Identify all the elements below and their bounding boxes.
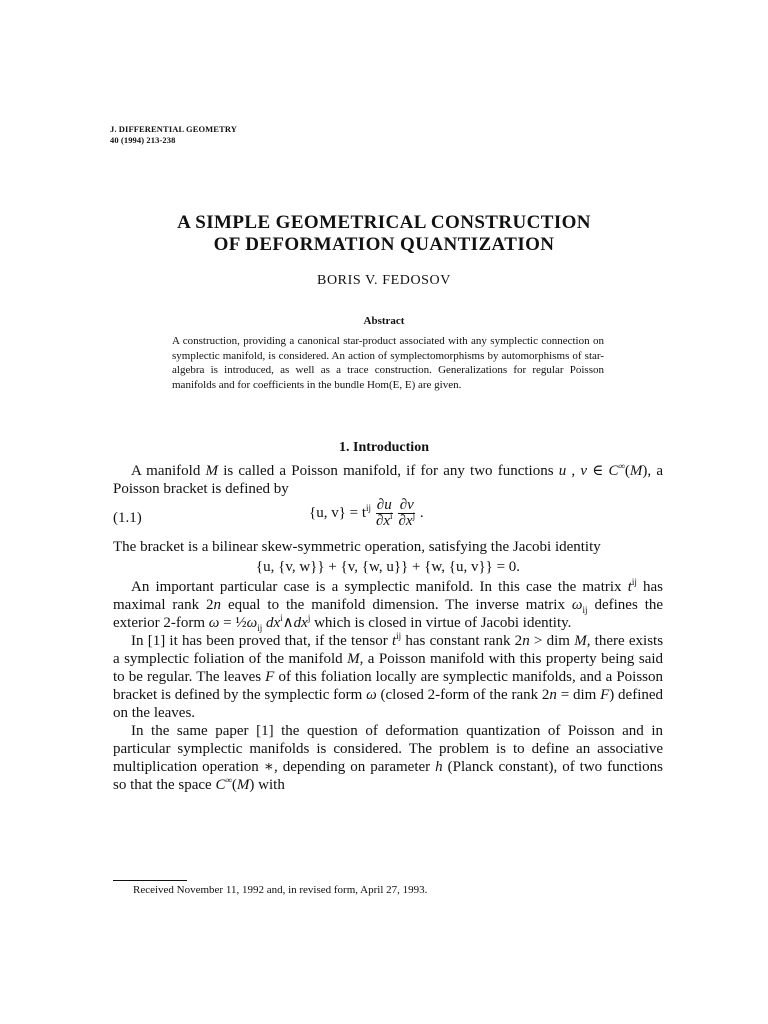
paper-title (0, 212, 768, 256)
paragraph-5: In the same paper [1] the question of deformation quantization of Poisson and in particular symplectic manifolds is considered. The problem is to define an associative multiplication operation ∗, depending on parameter h (Planck constant), of two functions so that the space C∞(M) with (113, 723, 663, 793)
equation-body: {u, $v\} = t^{ij}$ $\frac{\partial u}{\partial x^i}$ $\frac{\partial v}{\partial x^j}$ . (309, 497, 424, 529)
footnote: Received November 11, 1992 and, in revised form, April 27, 1993. (133, 884, 428, 896)
abstract-body (172, 334, 604, 392)
journal-citation: 40 (1994) 213-238 (110, 135, 176, 145)
jacobi-identity: {u, {v, w}} + {v, {w, u}} + {w, {u, v}} = 0. (255, 559, 521, 575)
journal-name: J. DIFFERENTIAL GEOMETRY (110, 124, 238, 134)
paragraph-1: A manifold M is called a Poisson manifold, if for any two functions u , v ∈ C∞(M), a Poisson bracket is defined by (113, 461, 664, 497)
paragraph-4: In [1] it has been proved that, if the tensor $t^{ij}$ has constant rank 2n > dim M, there exists a symplectic foliation of the manifold M, a Poisson manifold with this property being said to be regular. The leaves F of this foliation locally are symplectic manifolds, and a Poisson bracket is defined by the symplectic form ω (closed 2-form of the rank 2n = dim F) defined on the leaves. (113, 631, 664, 721)
title-line-1: A SIMPLE GEOMETRICAL CONSTRUCTION (177, 212, 591, 233)
equation-number: (1.1) (113, 510, 142, 526)
abstract-heading: Abstract (363, 315, 405, 327)
paragraph-3: An important particular case is a symplectic manifold. In this case the matrix $t^{ij}$ has maximal rank 2n equal to the manifold dimension. The inverse matrix $\omega_{ij}$ defines the exterior 2-form $\omega = \frac{1}{2}\omega_{ij}$ $dx^i\wedge dx^j$ which is closed in virtue of Jacobi identity. (113, 577, 664, 633)
equation-1-1 (113, 498, 663, 538)
author: BORIS V. FEDOSOV (317, 273, 451, 288)
title-line-2: OF DEFORMATION QUANTIZATION (213, 234, 555, 255)
section-heading: 1. Introduction (339, 440, 429, 455)
journal-header (110, 124, 237, 146)
footnote-rule (113, 880, 187, 881)
body-text (113, 462, 663, 794)
abstract-text: A construction, providing a canonical star-product associated with any symplectic connection on symplectic manifold, is considered. An action of symplectomorphisms by automorphisms of star-algebra is introduced, as well as a trace construction. Generalizations for regular Poisson manifolds and for coefficients in the bundle Hom(E, E) are given. (172, 335, 604, 391)
paragraph-2: The bracket is a bilinear skew-symmetric operation, satisfying the Jacobi identity (113, 539, 601, 555)
